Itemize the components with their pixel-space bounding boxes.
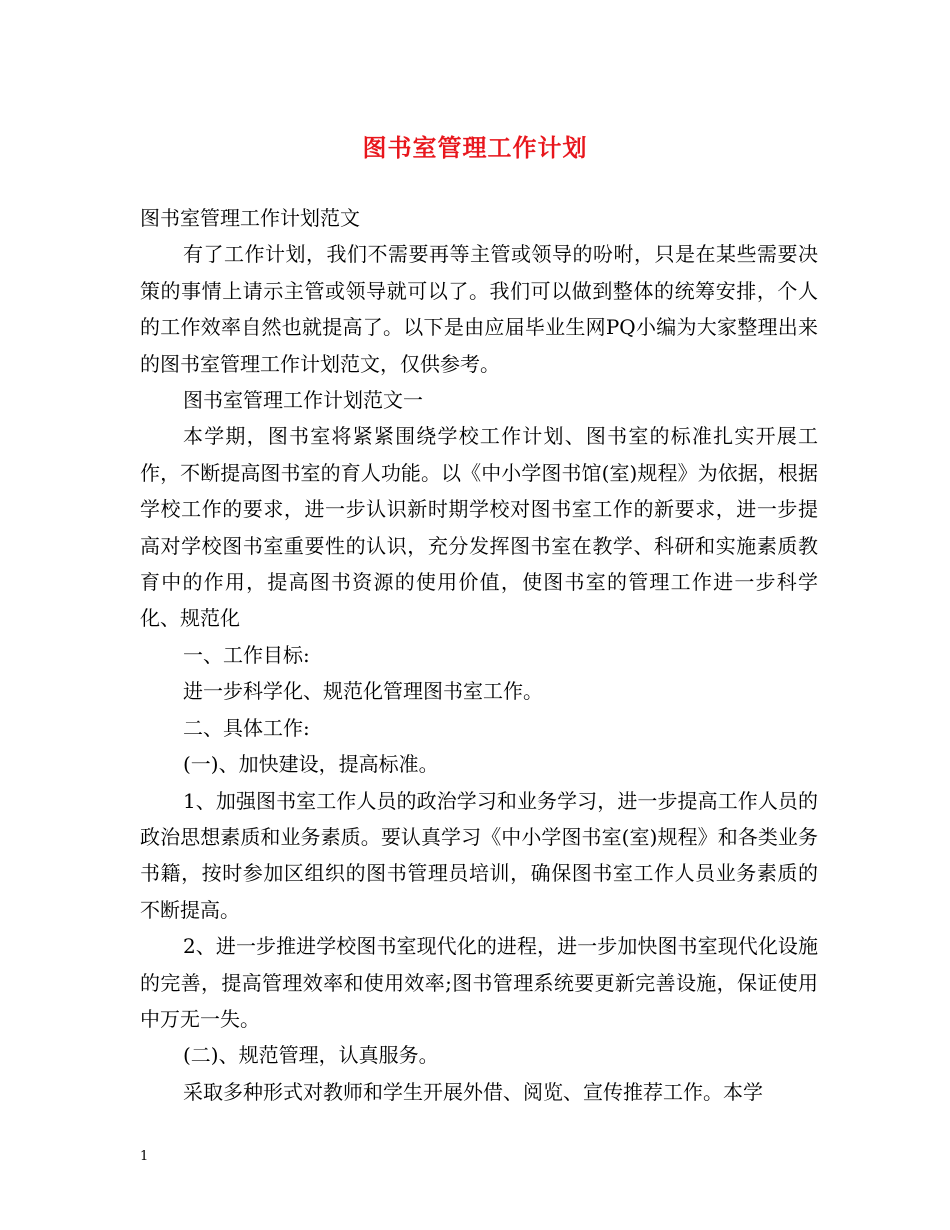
document-title: 图书室管理工作计划 <box>362 133 588 162</box>
document-body <box>140 200 818 1110</box>
tasks-heading: 二、具体工作: <box>183 715 310 740</box>
subsection-heading: (一)、加快建设，提高标准。 <box>183 752 439 777</box>
item-paragraph: 1、加强图书室工作人员的政治学习和业务学习，进一步提高工作人员的政治思想素质和业务素质。要认真学习《中小学图书室(室)规程》和各类业务书籍，按时参加区组织的图书管理员培训，确保图书室工作人员业务素质的不断提高。 <box>140 788 818 922</box>
body-paragraph: 本学期，图书室将紧紧围绕学校工作计划、图书室的标准扎实开展工作，不断提高图书室的育人功能。以《中小学图书馆(室)规程》为依据，根据学校工作的要求，进一步认识新时期学校对图书室工作的新要求，进一步提高对学校图书室重要性的认识，充分发挥图书室在教学、科研和实施素质教育中的作用，提高图书资源的使用价值，使图书室的管理工作进一步科学化、规范化 <box>140 424 818 631</box>
intro-paragraph: 有了工作计划，我们不需要再等主管或领导的吩咐，只是在某些需要决策的事情上请示主管或领导就可以了。我们可以做到整体的统筹安排，个人的工作效率自然也就提高了。以下是由应届毕业生网PQ小编为大家整理出来的图书室管理工作计划范文，仅供参考。 <box>140 242 818 376</box>
item-paragraph: 2、进一步推进学校图书室现代化的进程，进一步加快图书室现代化设施的完善，提高管理效率和使用效率;图书管理系统要更新完善设施，保证使用中万无一失。 <box>140 934 818 1031</box>
section-heading: 图书室管理工作计划范文一 <box>183 388 423 413</box>
page-number: 1 <box>140 1149 149 1164</box>
goal-paragraph: 进一步科学化、规范化管理图书室工作。 <box>183 679 543 704</box>
subtitle-paragraph: 图书室管理工作计划范文 <box>140 206 360 230</box>
body-paragraph: 采取多种形式对教师和学生开展外借、阅览、宣传推荐工作。本学 <box>183 1079 763 1104</box>
goal-heading: 一、工作目标: <box>183 642 310 667</box>
subsection-heading: (二)、规范管理，认真服务。 <box>183 1043 439 1068</box>
